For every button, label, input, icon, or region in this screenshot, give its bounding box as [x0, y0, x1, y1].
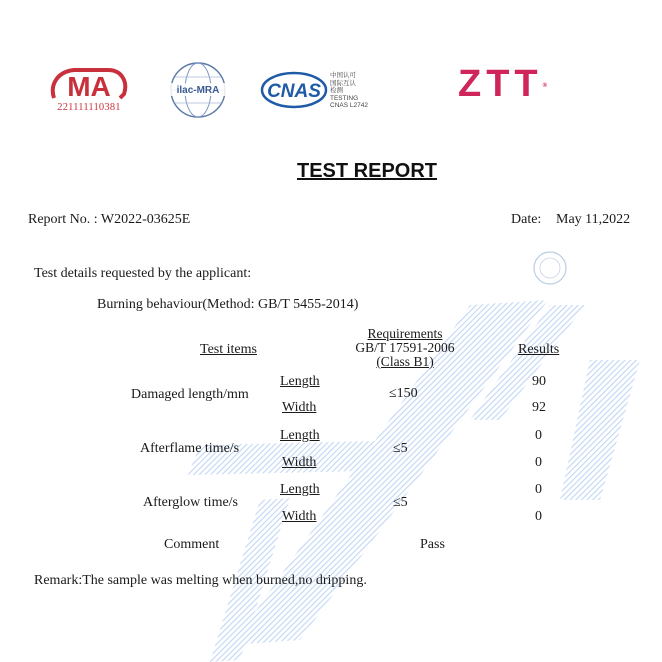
cma-number: 221111110381: [57, 102, 121, 113]
report-number: Report No. : W2022-03625E: [28, 212, 191, 227]
row-requirement: ≤5: [393, 495, 408, 510]
date-value: May 11,2022: [556, 212, 631, 227]
row-sub-label: Length: [280, 428, 320, 443]
cnas-label: CNAS: [267, 81, 321, 102]
header-requirements: Requirements GB/T 17591-2006 (Class B1): [355, 326, 455, 369]
method-text: Burning behaviour(Method: GB/T 5455-2014): [97, 297, 359, 312]
ztt-logo: ZTT®: [458, 63, 548, 105]
row-result: 0: [535, 482, 542, 497]
row-result: 90: [532, 374, 546, 389]
row-sub-label: Width: [282, 455, 317, 470]
row-requirement: ≤150: [389, 386, 418, 401]
row-item: Afterglow time/s: [143, 495, 239, 510]
date-label: Date:: [511, 212, 542, 227]
row-sub-label: Length: [280, 374, 320, 389]
row-sub-label: Width: [282, 400, 317, 415]
header-results: Results: [518, 342, 560, 357]
row-sub-label: Width: [282, 509, 317, 524]
header-test-items: Test items: [200, 342, 257, 357]
row-result: 0: [535, 455, 542, 470]
cnas-accreditation-text: 中国认可 国际互认 检测 TESTING CNAS L2742: [330, 72, 368, 110]
remark-text: Remark:The sample was melting when burned,no dripping.: [34, 573, 367, 588]
cma-mark: MA: [67, 71, 111, 102]
row-result: 92: [532, 400, 546, 415]
row-item: Damaged length/mm: [131, 387, 249, 402]
row-requirement: ≤5: [393, 441, 408, 456]
comment-value: Pass: [420, 537, 445, 552]
report-title: TEST REPORT: [296, 160, 437, 182]
intro-text: Test details requested by the applicant:: [34, 266, 252, 281]
watermark-seal: [534, 252, 566, 284]
ilac-mra-logo: [166, 60, 230, 120]
cnas-logo: [260, 70, 328, 110]
row-sub-label: Length: [280, 482, 320, 497]
row-result: 0: [535, 428, 542, 443]
row-item: Afterflame time/s: [140, 441, 240, 456]
row-result: 0: [535, 509, 542, 524]
ilac-label: ilac-MRA: [176, 85, 220, 96]
comment-label: Comment: [164, 537, 220, 552]
